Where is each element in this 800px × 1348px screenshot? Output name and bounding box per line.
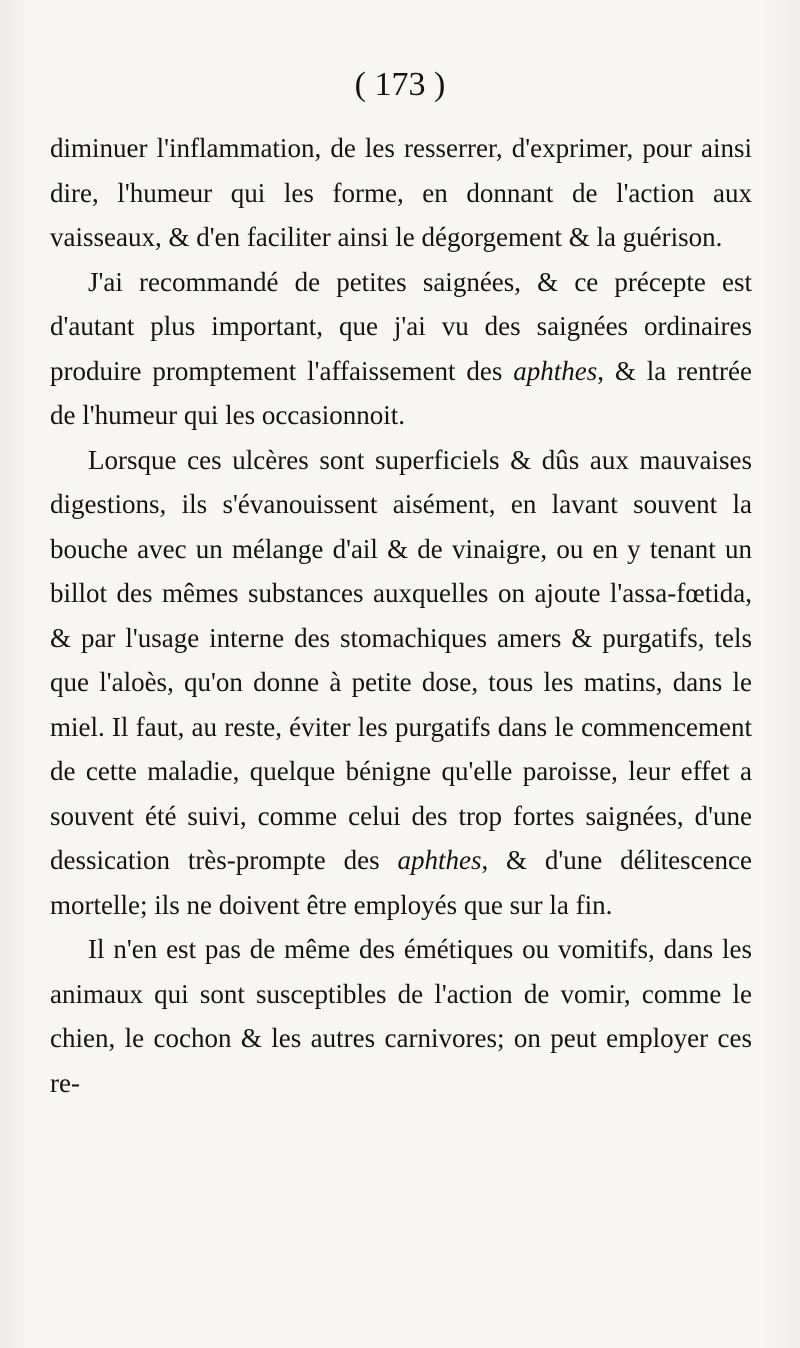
paragraph-1: diminuer l'inflammation, de les resserrer, d'exprimer, pour ainsi dire, l'humeur qui les forme, en donnant de l'action aux vaisseaux, & d'en faciliter ainsi le dégorgement & la guérison. bbox=[50, 133, 752, 252]
paragraph-2-part-3: , & la rentrée de l'humeur qui les occasionnoit. bbox=[50, 355, 752, 430]
paragraph-3-italic-aphthes: aphthes bbox=[397, 845, 482, 875]
paragraph-2-part-1: J'ai recommandé de petites saignées, & ce précepte est d'autant plus important, que j'ai vu des saignées ordinaires produire promptement l'affaissement des bbox=[50, 266, 752, 386]
paragraph-3-part-3: , & d'une délitescence mortelle; ils ne doivent être employés que sur la fin. bbox=[50, 845, 752, 920]
paragraph-4: Il n'en est pas de même des émétiques ou vomitifs, dans les animaux qui sont susceptibles de l'action de vomir, comme le chien, le cochon & les autres carnivores; on peut employer ces re- bbox=[50, 934, 752, 1098]
paragraph-2-italic-aphthes: aphthes bbox=[513, 355, 598, 386]
text-body bbox=[50, 126, 752, 1105]
page-number: ( 173 ) bbox=[354, 66, 446, 103]
paragraph-3-part-1: Lorsque ces ulcères sont superficiels & dûs aux mauvaises digestions, ils s'évanouissent aisément, en lavant souvent la bouche avec un mélange d'ail & de vinaigre, ou en y tenant un billot des mêmes substances auxquelles on ajoute l'assa-fœtida, & par l'usage interne des stomachiques amers & purgatifs, tels que l'aloès, qu'on donne à petite dose, tous les matins, dans le miel. Il faut, au reste, éviter les purgatifs dans le commencement de cette maladie, quelque bénigne qu'elle paroisse, leur effet a souvent été suivi, comme celui des trop fortes saignées, d'une dessication très-prompte des bbox=[50, 444, 752, 875]
paragraph-3 bbox=[50, 438, 752, 928]
paragraph-2 bbox=[50, 260, 752, 438]
